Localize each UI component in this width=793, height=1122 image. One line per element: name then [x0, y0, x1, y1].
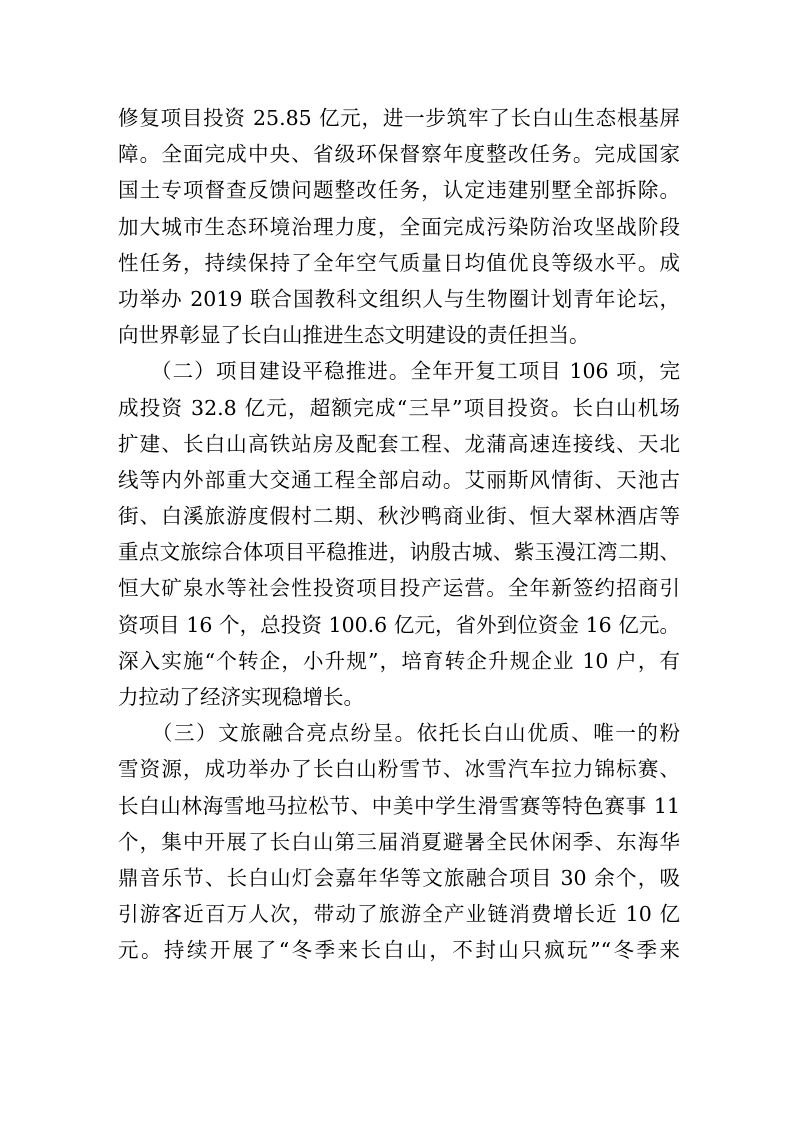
text-line: 元。持续开展了“冬季来长白山，不封山只疯玩”“冬季来: [118, 938, 680, 963]
text-line: 雪资源，成功举办了长白山粉雪节、冰雪汽车拉力锦标赛、: [118, 757, 680, 782]
text-line: 力拉动了经济实现稳增长。: [118, 685, 364, 709]
text-line: 个，集中开展了长白山第三届消夏避暑全民休闲季、东海华: [118, 829, 680, 854]
text-line: 加大城市生态环境治理力度，全面完成污染防治攻坚战阶段: [118, 214, 680, 239]
text-line: 重点文旅综合体项目平稳推进，讷殷古城、紫玉漫江湾二期、: [118, 540, 680, 565]
text-line: 向世界彰显了长白山推进生态文明建设的责任担当。: [118, 323, 590, 348]
text-line: 国土专项督查反馈问题整改任务，认定违建别墅全部拆除。: [118, 178, 680, 203]
text-line: 性任务，持续保持了全年空气质量日均值优良等级水平。成: [118, 250, 680, 275]
text-line: 线等内外部重大交通工程全部启动。艾丽斯风情街、天池古: [118, 467, 680, 492]
text-line: 障。全面完成中央、省级环保督察年度整改任务。完成国家: [118, 142, 680, 167]
text-line: 长白山林海雪地马拉松节、中美中学生滑雪赛等特色赛事 11: [118, 793, 680, 818]
text-line: 深入实施“个转企，小升规”，培育转企升规企业 10 户，有: [118, 648, 680, 673]
text-line: 街、白溪旅游度假村二期、秋沙鸭商业街、恒大翠林酒店等: [118, 504, 680, 529]
body-text: [118, 100, 680, 969]
text-line: 成投资 32.8 亿元，超额完成“三早”项目投资。长白山机场: [118, 395, 680, 420]
text-line: （三）文旅融合亮点纷呈。依托长白山优质、唯一的粉: [118, 721, 680, 746]
text-line: 鼎音乐节、长白山灯会嘉年华等文旅融合项目 30 余个，吸: [118, 865, 680, 890]
text-line: 资项目 16 个，总投资 100.6 亿元，省外到位资金 16 亿元。: [118, 612, 680, 637]
text-line: 扩建、长白山高铁站房及配套工程、龙蒲高速连接线、天北: [118, 431, 680, 456]
text-line: 功举办 2019 联合国教科文组织人与生物圈计划青年论坛，: [118, 286, 680, 311]
text-line: 修复项目投资 25.85 亿元，进一步筑牢了长白山生态根基屏: [118, 106, 680, 130]
text-line: 引游客近百万人次，带动了旅游全产业链消费增长近 10 亿: [118, 902, 680, 927]
text-line: （二）项目建设平稳推进。全年开复工项目 106 项，完: [118, 359, 680, 384]
text-line: 恒大矿泉水等社会性投资项目投产运营。全年新签约招商引: [118, 576, 680, 601]
